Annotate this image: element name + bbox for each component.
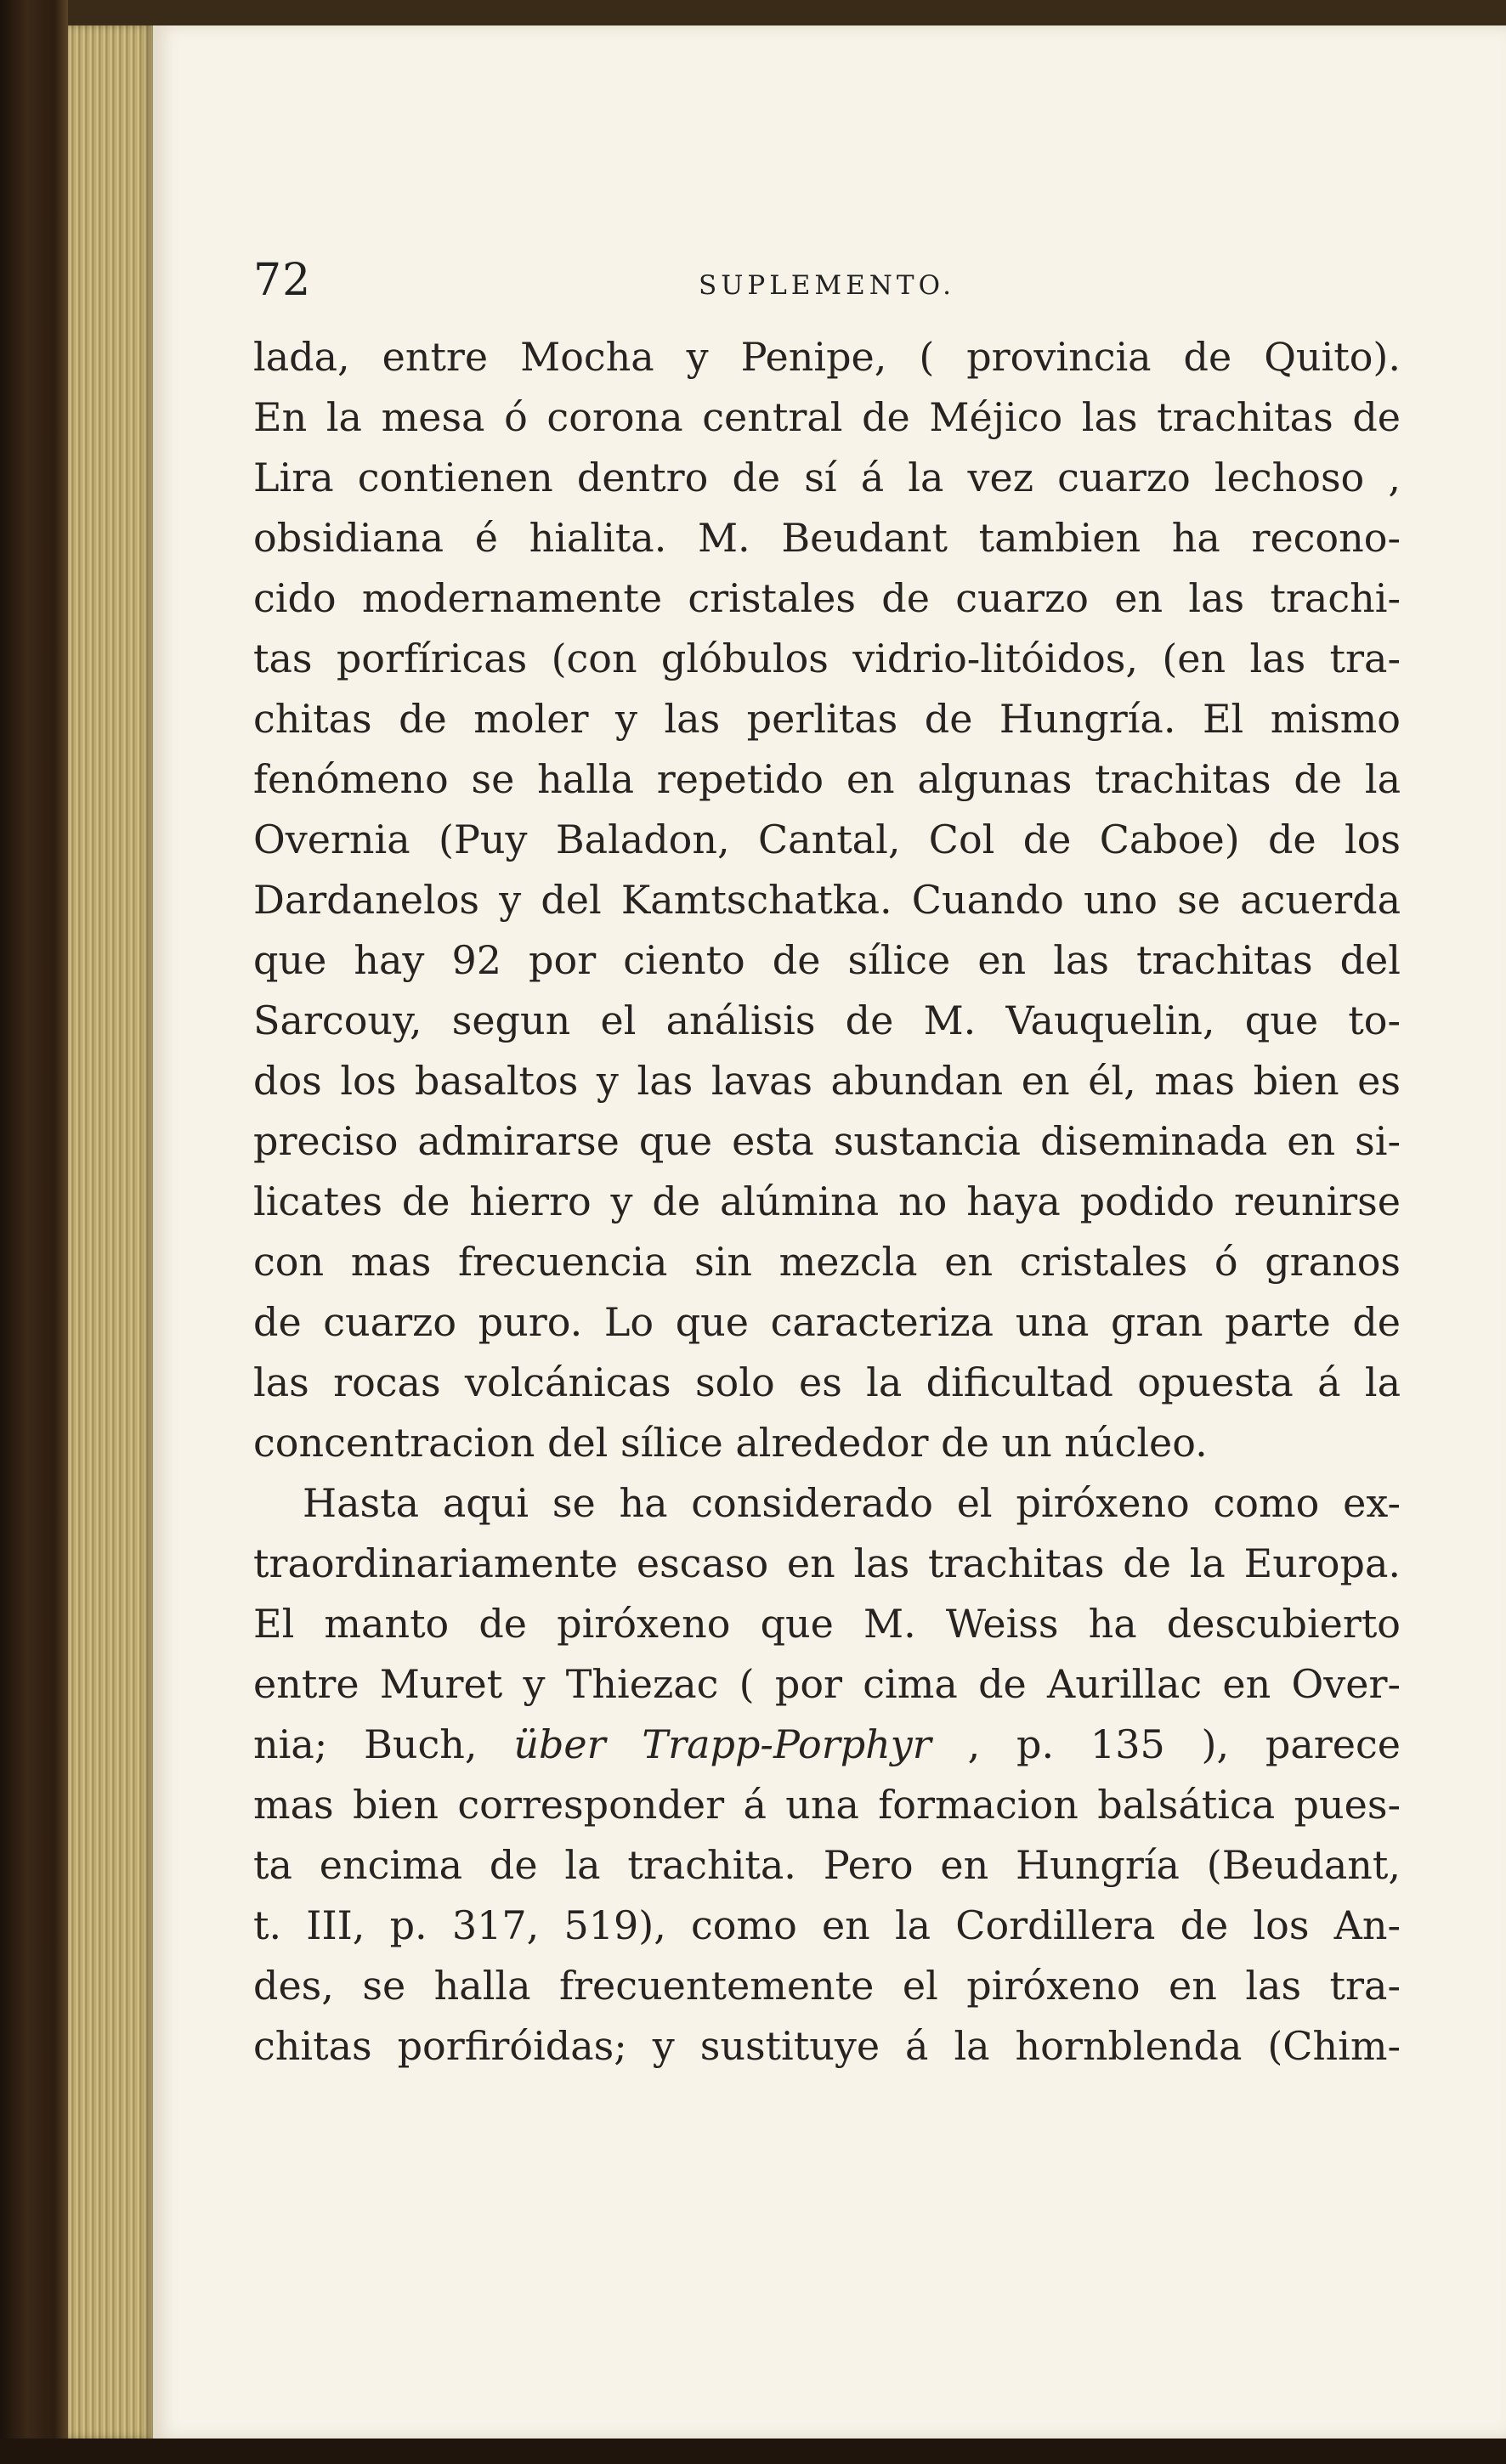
body-text — [253, 327, 1401, 2077]
top-edge-shadow — [68, 0, 1506, 25]
text-line: las rocas volcánicas solo es la dificultad opuesta á la — [253, 1359, 1401, 1405]
text-line: El manto de piróxeno que M. Weiss ha descubierto — [253, 1601, 1401, 1647]
text-segment: nia; Buch, — [253, 1721, 514, 1767]
text-line: Dardanelos y del Kamtschatka. Cuando uno se acuerda — [253, 877, 1401, 923]
text-line: dos los basaltos y las lavas abundan en él, mas bien es — [253, 1058, 1401, 1104]
text-line: de cuarzo puro. Lo que caracteriza una gran parte de — [253, 1299, 1401, 1345]
running-head: SUPLEMENTO. — [698, 270, 956, 301]
text-line: cido modernamente cristales de cuarzo en las trachi- — [253, 575, 1401, 621]
page-number: 72 — [253, 255, 312, 306]
text-line: chitas porfiróidas; y sustituye á la hornblenda (Chim- — [253, 2023, 1401, 2069]
text-line: con mas frecuencia sin mezcla en cristales ó granos — [253, 1239, 1401, 1285]
text-line: entre Muret y Thiezac ( por cima de Aurillac en Over- — [253, 1661, 1401, 1707]
gilded-page-edges — [68, 25, 153, 2439]
text-line: t. III, p. 317, 519), como en la Cordillera de los An- — [253, 1902, 1401, 1948]
page-header — [253, 255, 1401, 314]
text-line: chitas de moler y las perlitas de Hungría. El mismo — [253, 696, 1401, 742]
book-title-italic: über Trapp-Porphyr — [513, 1721, 931, 1767]
text-line: preciso admirarse que esta sustancia diseminada en si- — [253, 1118, 1401, 1164]
text-line: concentracion del sílice alrededor de un núcleo. — [253, 1420, 1208, 1466]
text-segment: , p. 135 ), parece — [967, 1721, 1401, 1767]
text-line: lada, entre Mocha y Penipe, ( provincia de Quito). — [253, 334, 1401, 380]
text-line: Overnia (Puy Baladon, Cantal, Col de Caboe) de los — [253, 817, 1401, 862]
text-line: tas porfíricas (con glóbulos vidrio-litóidos, (en las tra- — [253, 636, 1401, 681]
text-line: traordinariamente escaso en las trachitas de la Europa. — [253, 1540, 1401, 1586]
bottom-edge-shadow — [0, 2439, 1506, 2464]
text-line: mas bien corresponder á una formacion balsática pues- — [253, 1782, 1401, 1828]
text-line: licates de hierro y de alúmina no haya podido reunirse — [253, 1178, 1401, 1224]
text-line: Sarcouy, segun el análisis de M. Vauquelin, que to- — [253, 997, 1401, 1043]
text-line: que hay 92 por ciento de sílice en las trachitas del — [253, 937, 1401, 983]
text-line: Lira contienen dentro de sí á la vez cuarzo lechoso , — [253, 455, 1401, 500]
text-line: obsidiana é hialita. M. Beudant tambien ha recono- — [253, 515, 1401, 561]
text-line: fenómeno se halla repetido en algunas trachitas de la — [253, 756, 1401, 802]
book-cover — [0, 0, 68, 2464]
text-line: ta encima de la trachita. Pero en Hungría (Beudant, — [253, 1842, 1401, 1888]
text-line-with-citation — [253, 1715, 1401, 1775]
text-line: En la mesa ó corona central de Méjico las trachitas de — [253, 394, 1401, 440]
text-line: des, se halla frecuentemente el piróxeno en las tra- — [253, 1963, 1401, 2009]
text-line: Hasta aqui se ha considerado el piróxeno como ex- — [303, 1480, 1401, 1526]
